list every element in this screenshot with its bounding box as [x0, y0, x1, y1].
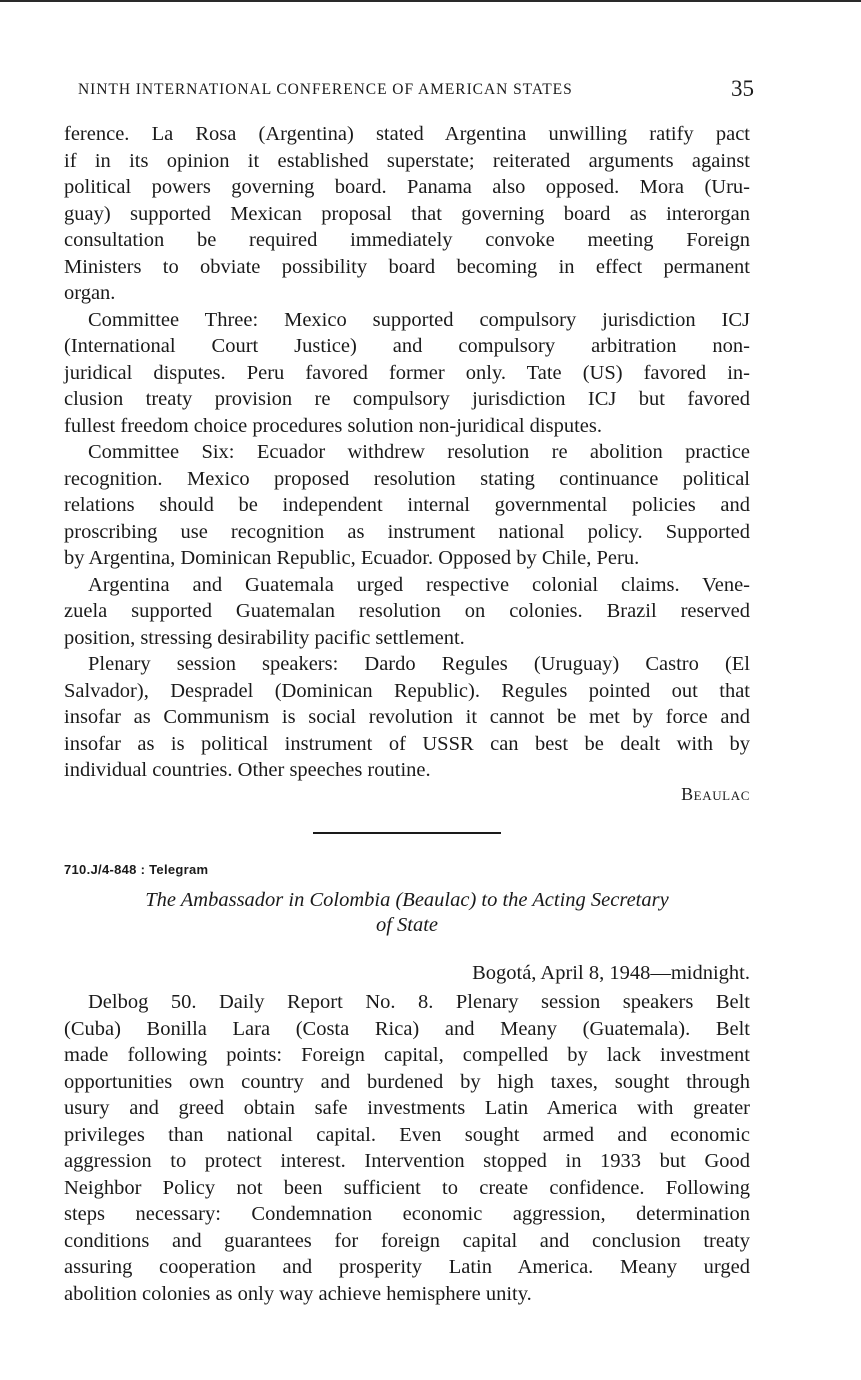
- text-line: proscribing use recognition as instrument national policy. Supported: [64, 520, 750, 543]
- text-line: juridical disputes. Peru favored former only. Tate (US) favored in-: [64, 361, 750, 384]
- running-head-title: NINTH INTERNATIONAL CONFERENCE OF AMERICAN STATES: [78, 81, 573, 98]
- text-line: organ.: [64, 282, 116, 304]
- text-line: usury and greed obtain safe investments Latin America with greater: [64, 1097, 750, 1119]
- text-line: conditions and guarantees for foreign capital and conclusion treaty: [64, 1229, 750, 1252]
- text-line: opportunities own country and burdened by high taxes, sought through: [64, 1070, 750, 1093]
- text-line: Ministers to obviate possibility board becoming in effect permanent: [64, 255, 750, 278]
- text-line: recognition. Mexico proposed resolution stating continuance political: [64, 467, 750, 490]
- text-line: guay) supported Mexican proposal that governing board as interorgan: [64, 202, 750, 225]
- section-divider: [313, 832, 501, 834]
- text-line: steps necessary: Condemnation economic aggression, determination: [64, 1203, 750, 1225]
- text-line: assuring cooperation and prosperity Latin America. Meany urged: [64, 1256, 750, 1278]
- text-line: by Argentina, Dominican Republic, Ecuador. Opposed by Chile, Peru.: [64, 547, 640, 569]
- text-line: individual countries. Other speeches routine.: [64, 759, 431, 781]
- telegram-text-block: [64, 989, 750, 1307]
- text-line: abolition colonies as only way achieve hemisphere unity.: [64, 1282, 532, 1305]
- text-line: political powers governing board. Panama also opposed. Mora (Uru-: [64, 176, 750, 198]
- document-heading-line: of State: [375, 914, 439, 936]
- file-reference: 710.J/4-848 : Telegram: [64, 862, 209, 877]
- text-line: clusion treaty provision re compulsory jurisdiction ICJ but favored: [64, 388, 750, 410]
- text-line: made following points: Foreign capital, compelled by lack investment: [64, 1044, 750, 1066]
- text-line: position, stressing desirability pacific settlement.: [64, 626, 465, 649]
- report-text-block: [64, 121, 750, 784]
- paragraph-first-line: Committee Six: Ecuador withdrew resolution re abolition practice: [88, 441, 750, 463]
- top-border-rule: [0, 0, 861, 2]
- text-line: relations should be independent internal governmental policies and: [64, 494, 750, 516]
- paragraph-first-line: Delbog 50. Daily Report No. 8. Plenary session speakers Belt: [88, 991, 750, 1013]
- paragraph-first-line: Plenary session speakers: Dardo Regules (Uruguay) Castro (El: [88, 653, 750, 675]
- running-head: [78, 78, 754, 104]
- page-number: 35: [731, 76, 754, 101]
- document-heading: [64, 888, 750, 938]
- signature: Beaulac: [681, 784, 750, 804]
- text-line: (International Court Justice) and compulsory arbitration non-: [64, 335, 750, 357]
- text-line: if in its opinion it established superstate; reiterated arguments against: [64, 149, 750, 172]
- text-line: insofar as is political instrument of USSR can best be dealt with by: [64, 732, 750, 755]
- paragraph-first-line: Argentina and Guatemala urged respective colonial claims. Vene-: [88, 573, 750, 596]
- dateline: Bogotá, April 8, 1948—midnight.: [472, 962, 750, 984]
- text-line: Neighbor Policy not been sufficient to create confidence. Following: [64, 1176, 750, 1199]
- document-heading-line: The Ambassador in Colombia (Beaulac) to the Acting Secretary: [145, 889, 669, 911]
- text-line: fullest freedom choice procedures solution non-juridical disputes.: [64, 414, 602, 437]
- text-line: (Cuba) Bonilla Lara (Costa Rica) and Meany (Guatemala). Belt: [64, 1017, 750, 1040]
- text-line: ference. La Rosa (Argentina) stated Argentina unwilling ratify pact: [64, 123, 750, 145]
- text-line: insofar as Communism is social revolution it cannot be met by force and: [64, 706, 750, 728]
- text-line: consultation be required immediately convoke meeting Foreign: [64, 229, 750, 251]
- text-line: aggression to protect interest. Intervention stopped in 1933 but Good: [64, 1150, 750, 1172]
- paragraph-first-line: Committee Three: Mexico supported compulsory jurisdiction ICJ: [88, 308, 750, 331]
- text-line: zuela supported Guatemalan resolution on colonies. Brazil reserved: [64, 600, 750, 622]
- text-line: privileges than national capital. Even sought armed and economic: [64, 1123, 750, 1146]
- text-line: Salvador), Despradel (Dominican Republic). Regules pointed out that: [64, 679, 750, 702]
